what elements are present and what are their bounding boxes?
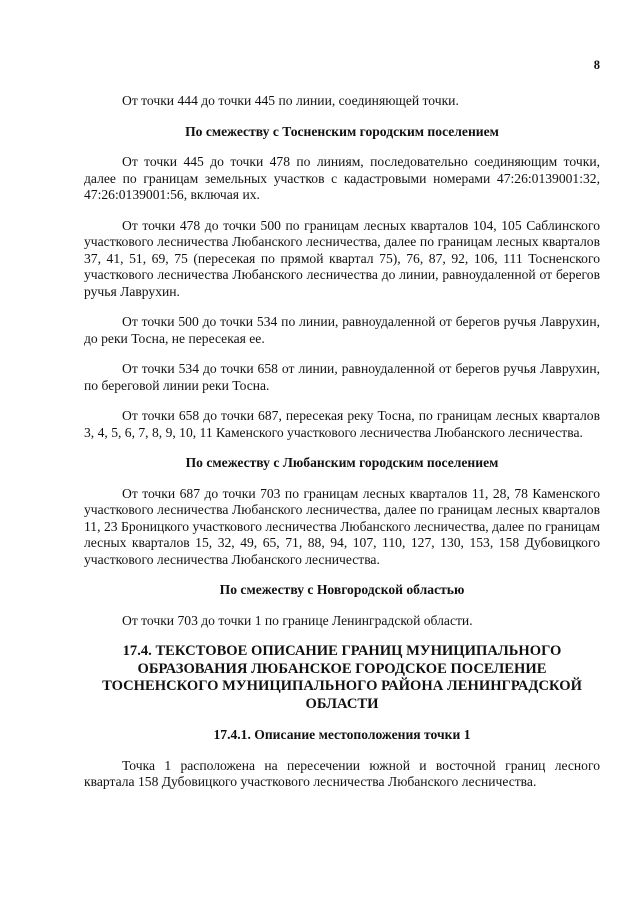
paragraph-points-658-687: От точки 658 до точки 687, пересекая реку Тосна, по границам лесных кварталов 3, 4, 5, 6, 7, 8, 9, 10, 11 Каменского участкового лесничества Любанского лесничества. (84, 408, 600, 440)
paragraph-points-478-500: От точки 478 до точки 500 по границам лесных кварталов 104, 105 Саблинского участкового лесничества Любанского лесничества, далее по границам лесных кварталов 37, 41, 51, 69, 75 (пересекая по прямой квартал 75), 76, 87, 92, 106, 111 Тосненского участкового лесничества Любанского лесничества до линии, равноудаленной от берегов ручья Лаврухин. (84, 217, 600, 299)
heading-lyubanskoe-border: По смежеству с Любанским городским поселением (185, 455, 499, 470)
paragraph-points-444-445: От точки 444 до точки 445 по линии, соединяющей точки. (122, 93, 459, 108)
page-number: 8 (593, 58, 600, 72)
paragraph-points-445-478: От точки 445 до точки 478 по линиям, последовательно соединяющим точки, далее по границам земельных участков с кадастровыми номерами 47:26:0139001:32, 47:26:0139001:56, включая их. (84, 154, 600, 202)
paragraph-points-534-658: От точки 534 до точки 658 от линии, равноудаленной от берегов ручья Лаврухин, по береговой линии реки Тосна. (84, 361, 600, 393)
section-title: 17.4. ТЕКСТОВОЕ ОПИСАНИЕ ГРАНИЦ МУНИЦИПАЛЬНОГО ОБРАЗОВАНИЯ ЛЮБАНСКОЕ ГОРОДСКОЕ ПОСЕЛЕНИЕ ТОСНЕНСКОГО МУНИЦИПАЛЬНОГО РАЙОНА ЛЕНИНГРАДСКОЙ ОБЛАСТИ (102, 643, 582, 712)
paragraph-points-703-1: От точки 703 до точки 1 по границе Ленинградской области. (122, 612, 473, 628)
subsection-title: 17.4.1. Описание местоположения точки 1 (213, 727, 471, 742)
paragraph-point-1: Точка 1 расположена на пересечении южной и восточной границ лесного квартала 158 Дубовицкого участкового лесничества Любанского лесничества. (84, 757, 600, 789)
heading-novgorod-border: По смежеству с Новгородской областью (219, 582, 465, 597)
heading-tosnenskoe-border: По смежеству с Тосненским городским поселением (185, 123, 499, 139)
paragraph-points-500-534: От точки 500 до точки 534 по линии, равноудаленной от берегов ручья Лаврухин, до реки Тосна, не пересекая ее. (84, 314, 600, 346)
paragraph-points-687-703: От точки 687 до точки 703 по границам лесных кварталов 11, 28, 78 Каменского участкового лесничества Любанского лесничества, далее по границам лесных кварталов 11, 23 Броницкого участкового лесничества Любанского лесничества, далее по границам лесных кварталов 15, 32, 49, 65, 71, 88, 94, 107, 110, 127, 130, 153, 158 Дубовицкого участкового лесничества Любанского лесничества. (84, 485, 600, 567)
document-body (84, 93, 600, 791)
